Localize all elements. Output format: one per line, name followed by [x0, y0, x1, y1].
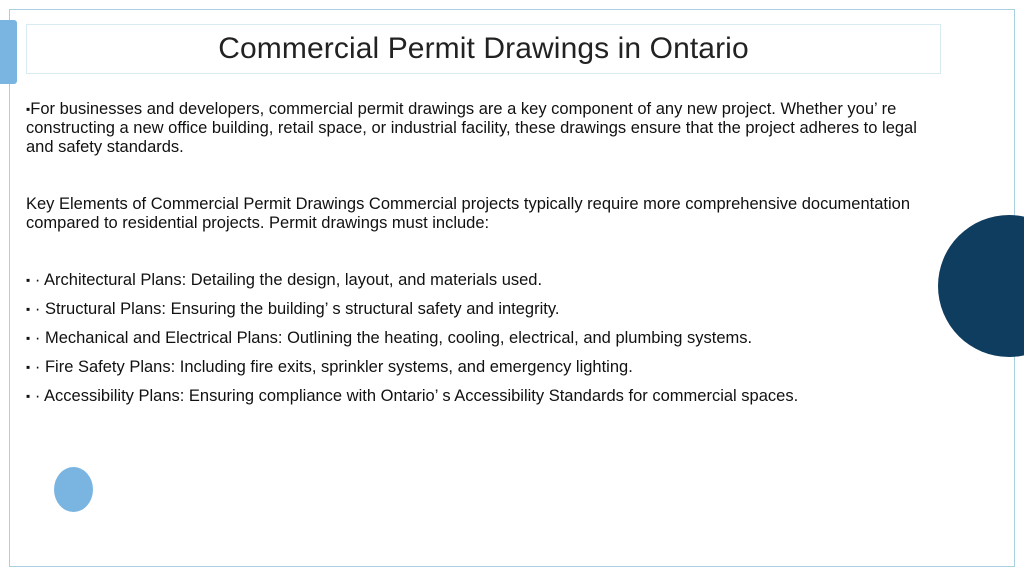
square-bullet-icon: ▪	[26, 102, 31, 116]
square-bullet-icon: ▪	[26, 389, 31, 403]
permit-drawings-list	[26, 271, 946, 406]
accent-bar	[0, 20, 17, 84]
key-elements-paragraph: Key Elements of Commercial Permit Drawings Commercial projects typically require more comprehensive documentation compared to residential projects. Permit drawings must include:	[26, 195, 910, 232]
square-bullet-icon: ▪	[26, 302, 31, 316]
list-item-text: Architectural Plans: Detailing the design, layout, and materials used.	[44, 271, 543, 289]
bullet-dot: ·	[34, 358, 41, 376]
slide-title: Commercial Permit Drawings in Ontario	[218, 32, 749, 65]
list-item-text: Structural Plans: Ensuring the building’ s structural safety and integrity.	[44, 300, 560, 318]
decorative-circle-light	[54, 467, 93, 512]
list-item	[26, 387, 946, 406]
bullet-dot: ·	[34, 271, 41, 289]
bullet-dot: ·	[34, 300, 41, 318]
list-item-text: Mechanical and Electrical Plans: Outlining the heating, cooling, electrical, and plumbing systems.	[44, 329, 753, 347]
list-item-text: Fire Safety Plans: Including fire exits, sprinkler systems, and emergency lighting.	[44, 358, 633, 376]
list-item	[26, 271, 946, 290]
intro-paragraph	[26, 100, 946, 157]
list-item	[26, 329, 946, 348]
square-bullet-icon: ▪	[26, 360, 31, 374]
list-item-text: Accessibility Plans: Ensuring compliance with Ontario’ s Accessibility Standards for commercial spaces.	[44, 387, 799, 405]
bullet-dot: ·	[34, 329, 41, 347]
title-box	[26, 24, 941, 74]
list-item	[26, 300, 946, 319]
square-bullet-icon: ▪	[26, 273, 31, 287]
slide-content	[26, 100, 946, 416]
square-bullet-icon: ▪	[26, 331, 31, 345]
bullet-dot: ·	[34, 387, 41, 405]
list-item	[26, 358, 946, 377]
intro-text: For businesses and developers, commercial permit drawings are a key component of any new project. Whether you’ re constructing a new office building, retail space, or industrial facility, these drawings ensure that the project adheres to legal and safety standards.	[26, 100, 917, 156]
